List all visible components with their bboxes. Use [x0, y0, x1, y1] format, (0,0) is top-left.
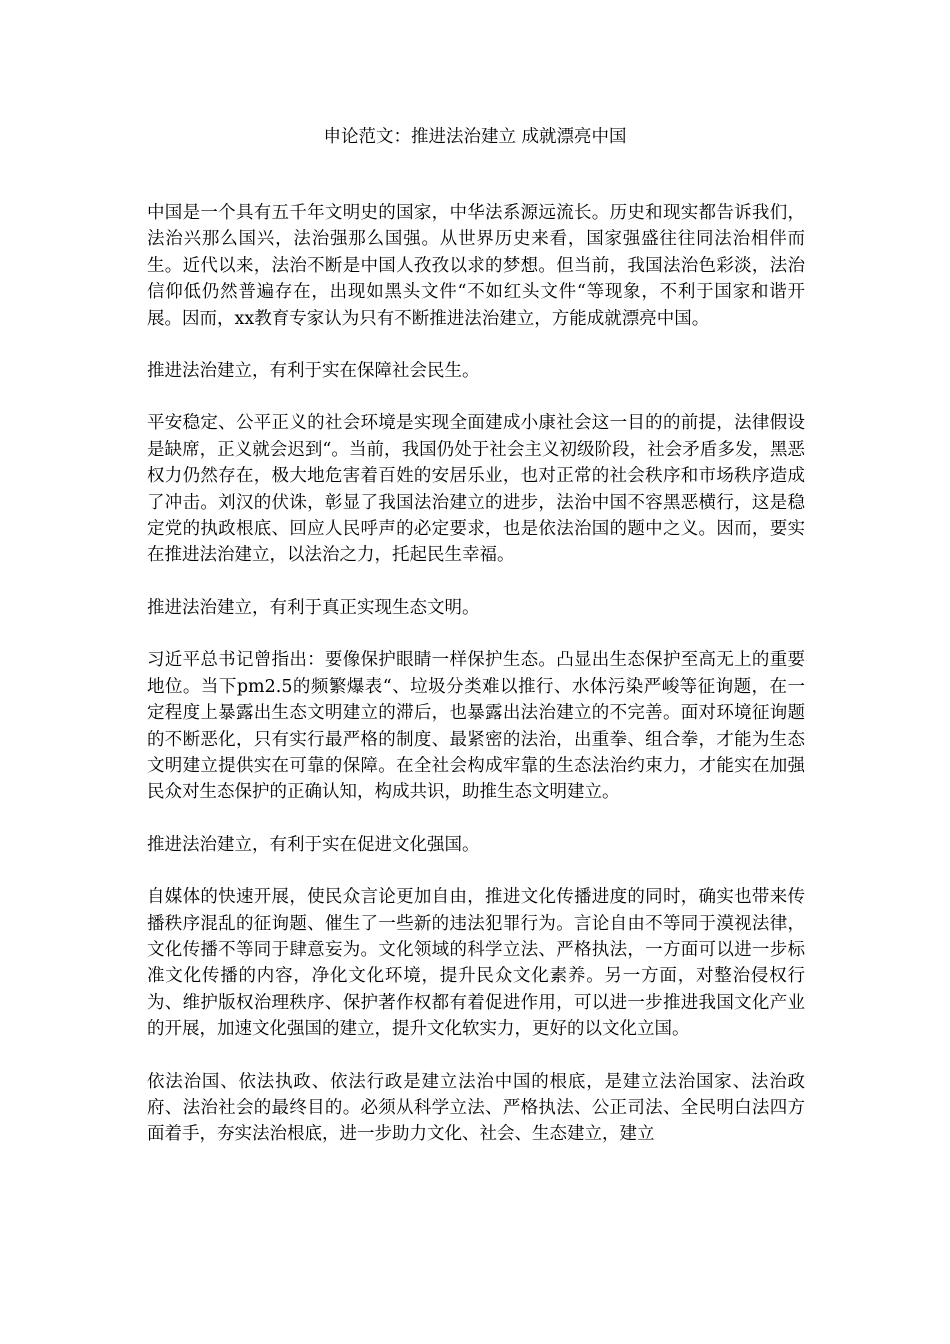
section-heading-livelihood: 推进法治建立，有利于实在保障社会民生。	[147, 361, 480, 382]
document-title: 申论范文：推进法治建立 成就漂亮中国	[323, 127, 627, 147]
paragraph-conclusion: 依法治国、依法执政、依法行政是建立法治中国的根底，是建立法治国家、法治政府、法治社会的最终目的。必须从科学立法、严格执法、公正司法、全民明白法四方面着手，夯实法治根底，进一步助力文化、社会、生态建立，建立	[147, 1071, 805, 1145]
paragraph-intro: 中国是一个具有五千年文明史的国家，中华法系源远流长。历史和现实都告诉我们，法治兴那么国兴，法治强那么国强。从世界历史来看，国家强盛往往同法治相伴而生。近代以来，法治不断是中国人孜孜以求的梦想。但当前，我国法治色彩淡，法治信仰低仍然普遍存在，出现如黑头文件“不如红头文件“等现象，不利于国家和谐开展。因而，xx教育专家认为只有不断推进法治建立，方能成就漂亮中国。	[147, 203, 805, 329]
document-body	[147, 200, 805, 1174]
paragraph-ecology: 习近平总书记曾指出：要像保护眼睛一样保护生态。凸显出生态保护至高无上的重要地位。当下pm2.5的频繁爆表“、垃圾分类难以推行、水体污染严峻等征询题，在一定程度上暴露出生态文明建立的滞后，也暴露出法治建立的不完善。面对环境征询题的不断恶化，只有实行最严格的制度、最紧密的法治，出重拳、组合拳，才能为生态文明建立提供实在可靠的保障。在全社会构成牢靠的生态法治约束力，才能实在加强民众对生态保护的正确认知，构成共识，助推生态文明建立。	[147, 650, 805, 803]
section-heading-ecology: 推进法治建立，有利于真正实现生态文明。	[147, 597, 480, 618]
paragraph-culture: 自媒体的快速开展，使民众言论更加自由，推进文化传播进度的同时，确实也带来传播秩序混乱的征询题、催生了一些新的违法犯罪行为。言论自由不等同于漠视法律，文化传播不等同于肆意妄为。文化领域的科学立法、严格执法，一方面可以进一步标准文化传播的内容，净化文化环境，提升民众文化素养。另一方面，对整治侵权行为、维护版权治理秩序、保护著作权都有着促进作用，可以进一步推进我国文化产业的开展，加速文化强国的建立，提升文化软实力，更好的以文化立国。	[147, 887, 805, 1040]
paragraph-livelihood: 平安稳定、公平正义的社会环境是实现全面建成小康社会这一目的的前提，法律假设是缺席，正义就会迟到“。当前，我国仍处于社会主义初级阶段，社会矛盾多发，黑恶权力仍然存在，极大地危害着百姓的安居乐业，也对正常的社会秩序和市场秩序造成了冲击。刘汉的伏诛，彰显了我国法治建立的进步，法治中国不容黑恶横行，这是稳定党的执政根底、回应人民呼声的必定要求，也是依法治国的题中之义。因而，要实在推进法治建立，以法治之力，托起民生幸福。	[147, 413, 805, 566]
section-heading-culture: 推进法治建立，有利于实在促进文化强国。	[147, 834, 480, 855]
